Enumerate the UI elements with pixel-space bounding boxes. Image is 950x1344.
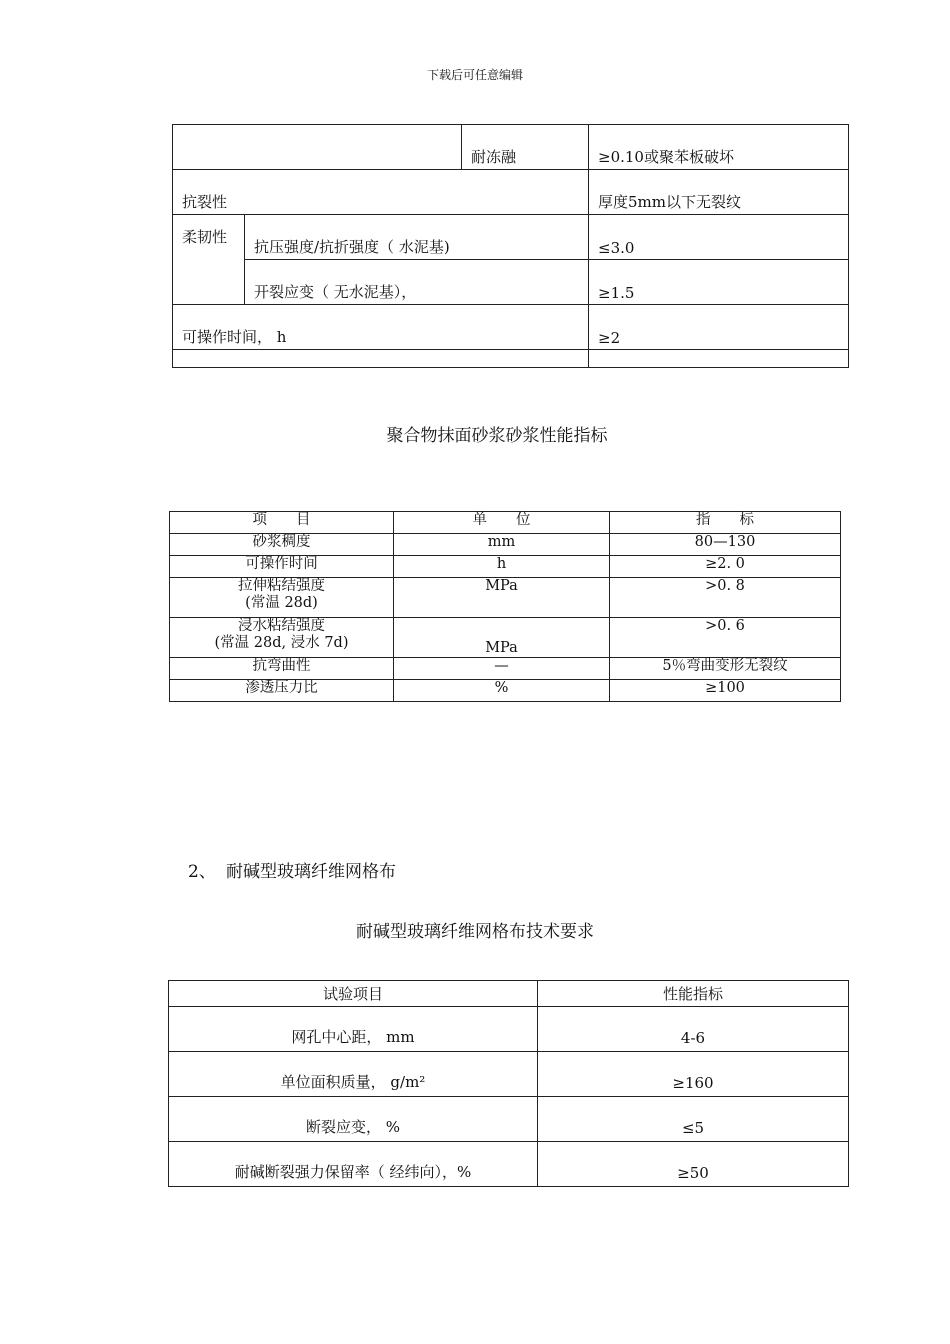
table-row xyxy=(170,618,841,658)
header-cell: 性能指标 xyxy=(538,981,849,1007)
cell-item: 耐碱断裂强力保留率（ 经纬向），% xyxy=(169,1142,538,1187)
table-row xyxy=(169,1052,849,1097)
header-cell: 指 标 xyxy=(610,512,841,534)
cell-item xyxy=(170,578,394,618)
cell-label: 抗压强度/抗折强度（ 水泥基) xyxy=(245,215,589,260)
table-row xyxy=(173,305,849,350)
header-cell: 项 目 xyxy=(170,512,394,534)
table-mortar-performance xyxy=(169,511,841,702)
cell-item: 可操作时间 xyxy=(170,556,394,578)
table-row xyxy=(169,1007,849,1052)
cell-value: ≥1.5 xyxy=(589,260,849,305)
table-row xyxy=(170,658,841,680)
table-row xyxy=(170,534,841,556)
table-header-row xyxy=(170,512,841,534)
table-row xyxy=(173,350,849,368)
cell-value: ≥2 xyxy=(589,305,849,350)
cell-index: >0. 6 xyxy=(610,618,841,658)
cell-unit: MPa xyxy=(394,578,610,618)
cell-item xyxy=(170,618,394,658)
cell-item: 渗透压力比 xyxy=(170,680,394,702)
cell-value: 厚度5mm以下无裂纹 xyxy=(589,170,849,215)
cell-value: ≤3.0 xyxy=(589,215,849,260)
table-row xyxy=(173,260,849,305)
table-row xyxy=(173,125,849,170)
cell-value: 4-6 xyxy=(538,1007,849,1052)
cell-index: ≥2. 0 xyxy=(610,556,841,578)
cell-value: ≥50 xyxy=(538,1142,849,1187)
cell-item-line: (常温 28d) xyxy=(245,595,318,611)
table-row xyxy=(173,215,849,260)
section-text: 耐碱型玻璃纤维网格布 xyxy=(226,862,396,882)
section-heading xyxy=(188,857,396,882)
cell-unit: — xyxy=(394,658,610,680)
table-row xyxy=(173,170,849,215)
cell-item: 单位面积质量， g/m² xyxy=(169,1052,538,1097)
table-row xyxy=(170,680,841,702)
cell-label: 可操作时间， h xyxy=(173,305,589,350)
cell-item: 抗弯曲性 xyxy=(170,658,394,680)
table-title: 耐碱型玻璃纤维网格布技术要求 xyxy=(356,922,594,942)
cell-item: 断裂应变， % xyxy=(169,1097,538,1142)
table-row xyxy=(169,1097,849,1142)
cell-unit: h xyxy=(394,556,610,578)
cell-index: ≥100 xyxy=(610,680,841,702)
cell-unit: MPa xyxy=(394,618,610,658)
table-mesh-requirements xyxy=(168,980,849,1187)
cell-item-line: 拉伸粘结强度 xyxy=(238,578,325,594)
cell-index: 5％弯曲变形无裂纹 xyxy=(610,658,841,680)
cell-item-line: (常温 28d, 浸水 7d) xyxy=(214,635,349,651)
cell-item: 砂浆稠度 xyxy=(170,534,394,556)
cell-item: 网孔中心距， mm xyxy=(169,1007,538,1052)
cell-index: 80—130 xyxy=(610,534,841,556)
cell-label: 抗裂性 xyxy=(173,170,589,215)
table-performance-1 xyxy=(172,124,849,368)
cell-label: 耐冻融 xyxy=(462,125,589,170)
cell-unit: % xyxy=(394,680,610,702)
header-note: 下载后可任意编辑 xyxy=(426,68,523,82)
table-row xyxy=(170,578,841,618)
cell-value: ≥160 xyxy=(538,1052,849,1097)
cell-group: 柔韧性 xyxy=(173,215,245,305)
cell-value: ≥0.10或聚苯板破坏 xyxy=(589,125,849,170)
table-row xyxy=(170,556,841,578)
header-cell: 单 位 xyxy=(394,512,610,534)
cell-value: ≤5 xyxy=(538,1097,849,1142)
table-title: 聚合物抹面砂浆砂浆性能指标 xyxy=(386,426,608,446)
cell-index: >0. 8 xyxy=(610,578,841,618)
cell-label: 开裂应变（ 无水泥基）， xyxy=(245,260,589,305)
table-row xyxy=(169,1142,849,1187)
cell-unit: mm xyxy=(394,534,610,556)
section-number: 2、 xyxy=(188,862,216,882)
header-cell: 试验项目 xyxy=(169,981,538,1007)
cell-item-line: 浸水粘结强度 xyxy=(238,618,325,634)
table-header-row xyxy=(169,981,849,1007)
